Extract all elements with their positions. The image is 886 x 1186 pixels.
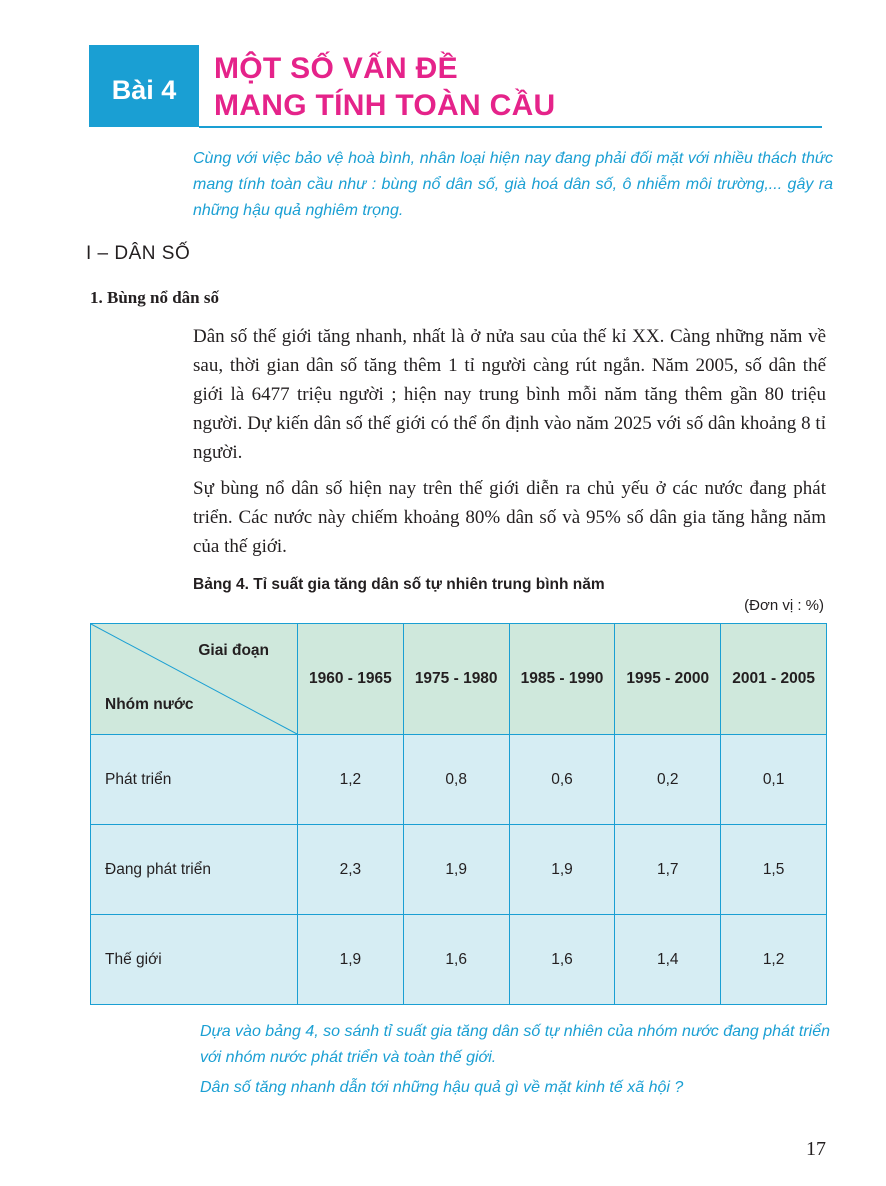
table-cell: 0,8 <box>403 735 509 825</box>
column-header: 1975 - 1980 <box>403 624 509 735</box>
table-corner-cell <box>91 624 298 735</box>
lesson-title-line1: MỘT SỐ VẤN ĐỀ <box>214 52 458 85</box>
table-cell: 0,2 <box>615 735 721 825</box>
table-row <box>91 735 827 825</box>
table-caption: Bảng 4. Tỉ suất gia tăng dân số tự nhiên trung bình năm <box>193 576 605 593</box>
corner-diagonal-line <box>91 624 297 734</box>
column-header: 1960 - 1965 <box>298 624 404 735</box>
page-number: 17 <box>806 1138 826 1160</box>
table-cell: 1,7 <box>615 825 721 915</box>
lesson-title <box>214 50 556 124</box>
body-paragraph-1: Dân số thế giới tăng nhanh, nhất là ở nửa sau của thế kỉ XX. Càng những năm về sau, thời gian dân số tăng thêm 1 tỉ người càng rút ngắn. Năm 2005, số dân thế giới là 6477 triệu người ; hiện nay trung bình mỗi năm tăng thêm gần 80 triệu người. Dự kiến dân số thế giới có thể ổn định vào năm 2025 với số dân khoảng 8 tỉ người. <box>193 326 826 463</box>
row-label: Đang phát triển <box>91 825 298 915</box>
table-cell: 0,6 <box>509 735 615 825</box>
column-header: 1995 - 2000 <box>615 624 721 735</box>
table-cell: 1,6 <box>509 915 615 1005</box>
subsection-heading: 1. Bùng nổ dân số <box>90 288 219 307</box>
table-cell: 0,1 <box>721 735 827 825</box>
table-cell: 1,5 <box>721 825 827 915</box>
lesson-title-line2: MANG TÍNH TOÀN CẦU <box>214 89 556 122</box>
table-cell: 1,4 <box>615 915 721 1005</box>
table-row <box>91 915 827 1005</box>
table-header-row <box>91 624 827 735</box>
row-label: Phát triển <box>91 735 298 825</box>
table-row <box>91 825 827 915</box>
column-header: 2001 - 2005 <box>721 624 827 735</box>
table-cell: 1,9 <box>403 825 509 915</box>
table-cell: 1,6 <box>403 915 509 1005</box>
population-growth-table <box>90 623 827 1005</box>
corner-column-label: Giai đoạn <box>198 642 269 659</box>
table-cell: 1,9 <box>509 825 615 915</box>
row-label: Thế giới <box>91 915 298 1005</box>
title-rule <box>199 126 822 128</box>
question-2: Dân số tăng nhanh dẫn tới những hậu quả gì về mặt kinh tế xã hội ? <box>200 1079 684 1096</box>
table-cell: 1,9 <box>298 915 404 1005</box>
lesson-badge: Bài 4 <box>89 45 199 127</box>
table-cell: 1,2 <box>298 735 404 825</box>
corner-row-label: Nhóm nước <box>105 696 194 713</box>
table-unit-note: (Đơn vị : %) <box>744 597 824 614</box>
table-cell: 1,2 <box>721 915 827 1005</box>
questions-block <box>200 1019 830 1101</box>
body-paragraph-2: Sự bùng nổ dân số hiện nay trên thế giới diễn ra chủ yếu ở các nước đang phát triển. Các nước này chiếm khoảng 80% dân số và 95% số dân gia tăng hằng năm của thế giới. <box>193 478 826 557</box>
intro-text: Cùng với việc bảo vệ hoà bình, nhân loại hiện nay đang phải đối mặt với nhiều thách thức mang tính toàn cầu như : bùng nổ dân số, già hoá dân số, ô nhiễm môi trường,... gây ra những hậu quả nghiêm trọng. <box>193 150 833 219</box>
column-header: 1985 - 1990 <box>509 624 615 735</box>
section-heading: I – DÂN SỐ <box>86 243 191 264</box>
question-1: Dựa vào bảng 4, so sánh tỉ suất gia tăng dân số tự nhiên của nhóm nước đang phát triển với nhóm nước phát triển và toàn thế giới. <box>200 1023 830 1066</box>
table-cell: 2,3 <box>298 825 404 915</box>
